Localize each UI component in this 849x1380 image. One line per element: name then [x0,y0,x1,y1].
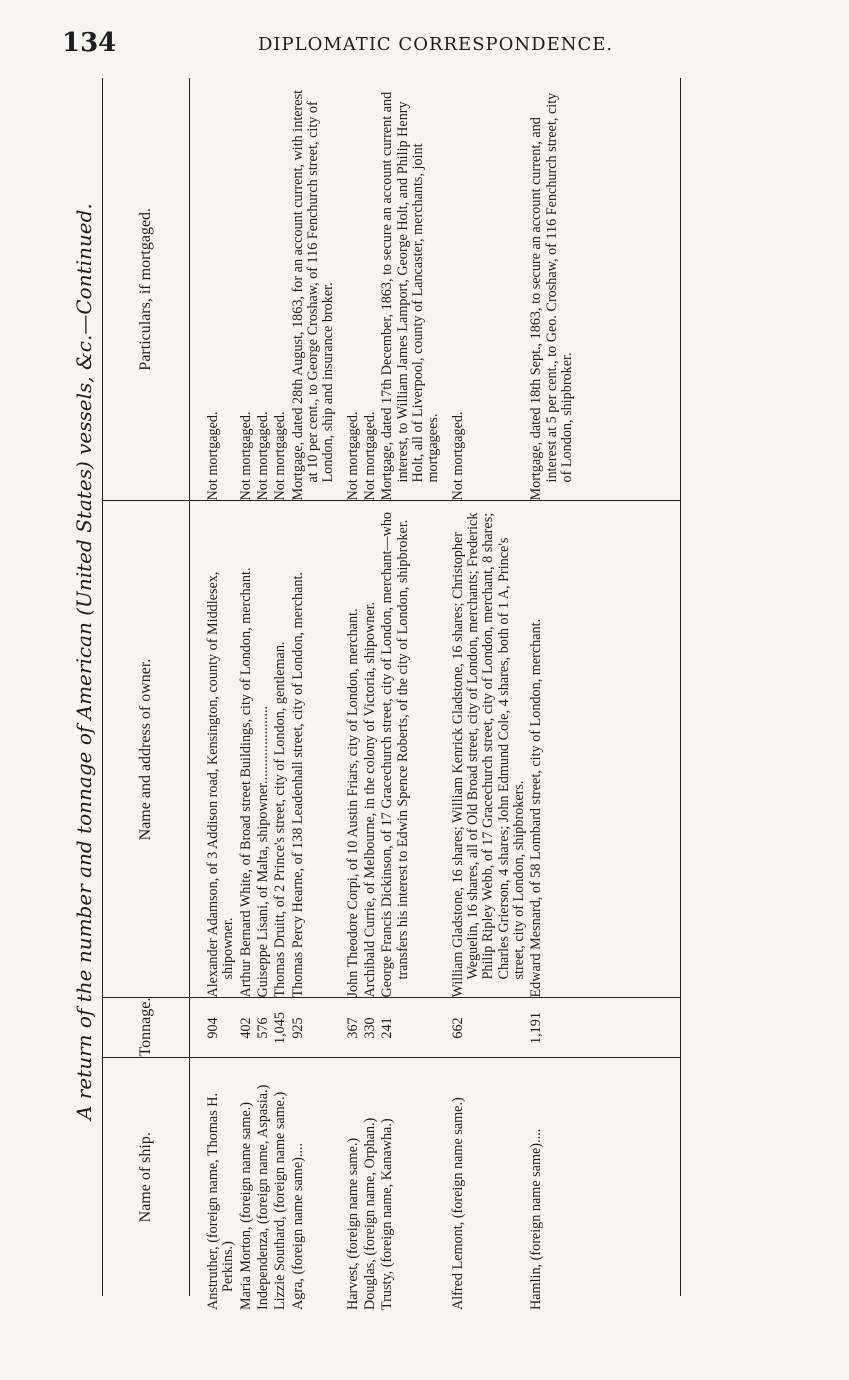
page-number: 134 [62,28,117,58]
mortgage-particulars: Not mortgaged. [443,78,529,501]
ship-name: Harvest, (foreign name same.) [344,1137,361,1310]
owner: George Francis Dickinson, of 17 Gracechurch street, city of London, merchant—who transfers his interest to Edwin Spence Roberts, of the city of London, shipbroker. [379,501,442,998]
tonnage: 367 [338,998,362,1058]
ship-name: Alfred Lemont, (foreign name same.) [449,1097,466,1310]
tonnage: 904 [190,998,238,1058]
table-row [290,78,338,1296]
table-row [272,78,289,1296]
owner: William Gladstone, 16 shares; William Kenrick Gladstone, 16 shares; Christopher Weguelin, 16 shares, all of Old Broad street, city of London, merchants; Frederick Philip Ripley Webb, of 17 Gracechurch street, city of London, merchant, 8 shares; Charles Grierson, 4 shares; John Edmund Cole, 4 shares, both of 1 A, Prince's street, city of London, shipbrokers. [443,501,529,998]
mortgage-particulars: Not mortgaged. [272,78,289,501]
table-row [338,78,362,1296]
ship-name: Lizzie Southard, (foreign name same.) [272,1091,289,1310]
ship-name: Agra, (foreign name same).... [289,1142,306,1310]
rotated-table-container [102,78,792,1310]
mortgage-particulars: Mortgage, dated 28th August, 1863, for an account current, with interest at 10 per cent., to George Croshaw, of 116 Fenchurch street, city of London, ship and insurance broker. [290,78,338,501]
ship-name: Douglas, (foreign name, Orphan.) [361,1117,378,1310]
owner: Thomas Druitt, of 2 Prince's street, city of London, gentleman. [272,501,289,998]
mortgage-particulars: Not mortgaged. [255,78,272,501]
owner: Arthur Bernard White, of Broad street Buildings, city of London, merchant. [238,501,255,998]
ship-name: Trusty, (foreign name, Kanawha.) [379,1118,396,1310]
tonnage: 330 [362,998,379,1058]
table-row [379,78,442,1296]
tonnage: 1,045 [272,998,289,1058]
ship-name: Anstruther, (foreign name, Thomas H. Perkins.) [205,1092,237,1310]
tonnage: 241 [379,998,442,1058]
owner: Archibald Currie, of Melbourne, in the colony of Victoria, shipowner. [362,501,379,998]
mortgage-particulars: Mortgage, dated 17th December, 1863, to secure an account current and interest, to William James Lamport, George Holt, and Philip Henry Holt, all of Liverpool, county of Lancaster, merchants, joint mortgagees. [379,78,442,501]
owner: Thomas Percy Hearne, of 138 Leadenhall street, city of London, merchant. [290,501,338,998]
owner: Guiseppe Lisani, of Malta, shipowner...................... [255,501,272,998]
table-row [443,78,529,1296]
table-row [362,78,379,1296]
mortgage-particulars: Not mortgaged. [362,78,379,501]
column-header-mortgage: Particulars, if mortgaged. [103,78,190,501]
column-header-owner: Name and address of owner. [103,501,190,998]
tonnage: 662 [443,998,529,1058]
tonnage: 1,191 [528,998,681,1058]
mortgage-particulars: Mortgage, dated 18th Sept., 1863, to secure an account current, and interest at 5 per cent., to Geo. Croshaw, of 116 Fenchurch street, city of London, shipbroker. [528,78,681,501]
ship-name: Independenza, (foreign name, Aspasia.) [254,1084,271,1310]
mortgage-particulars: Not mortgaged. [238,78,255,501]
owner: John Theodore Corpi, of 10 Austin Friars, city of London, merchant. [338,501,362,998]
mortgage-particulars: Not mortgaged. [190,78,238,501]
table-header-row [103,78,190,1296]
column-header-ship: Name of ship. [103,1058,190,1296]
table-row [238,78,255,1296]
tonnage: 925 [290,998,338,1058]
table-row [255,78,272,1296]
ship-name: Hamlin, (foreign name same).... [528,1058,681,1296]
tonnage: 576 [255,998,272,1058]
owner: Edward Mesnard, of 58 Lombard street, city of London, merchant. [528,501,681,998]
owner: Alexander Adamson, of 3 Addison road, Kensington, county of Middlesex, shipowner. [190,501,238,998]
vessels-table [102,78,681,1310]
ship-name: Maria Morton, (foreign name same.) [237,1101,254,1310]
tonnage: 402 [238,998,255,1058]
table-caption: A return of the number and tonnage of American (United States) vessels, &c.—Continued. [72,203,96,1120]
mortgage-particulars: Not mortgaged. [338,78,362,501]
table-row [190,78,238,1296]
column-header-tonnage: Tonnage. [103,998,190,1058]
table-row [528,78,681,1296]
running-title: DIPLOMATIC CORRESPONDENCE. [258,34,614,55]
